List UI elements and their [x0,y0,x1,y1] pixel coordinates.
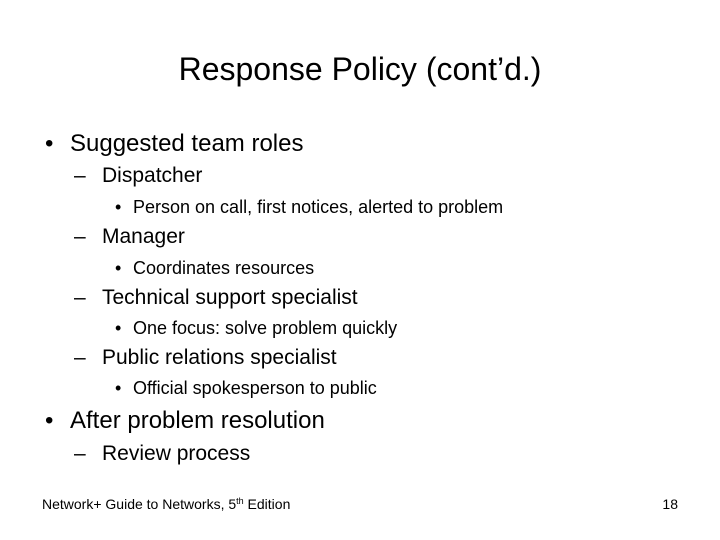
list-item-text: Public relations specialist [102,346,337,369]
list-item-text: After problem resolution [70,407,325,434]
dash-marker: – [74,225,86,248]
list-item-level2 [74,441,250,467]
bullet-marker: • [115,258,122,278]
footer-source-superscript: th [236,496,244,506]
list-item-text: Official spokesperson to public [133,378,377,398]
page-number: 18 [662,496,678,512]
list-item-level3 [115,317,397,339]
list-item-text: Coordinates resources [133,258,315,278]
dash-marker: – [74,164,86,187]
bullet-marker: • [115,378,122,398]
list-item-level3 [115,257,314,279]
list-item-level3 [115,377,377,399]
list-item-level1 [45,407,325,435]
list-item-text: Manager [102,225,185,248]
dash-marker: – [74,346,86,369]
bullet-marker: • [115,318,122,338]
list-item-level3 [115,196,503,218]
list-item-text: Dispatcher [102,164,203,187]
footer-source-suffix: Edition [243,496,291,512]
list-item-text: Review process [102,442,251,465]
dash-marker: – [74,286,86,309]
footer-source [42,495,290,513]
list-item-level2 [74,285,358,311]
footer-source-text: Network+ Guide to Networks, 5 [42,496,237,512]
list-item-text: Person on call, first notices, alerted to problem [133,197,504,217]
bullet-marker: • [45,130,54,157]
slide-title: Response Policy (cont’d.) [178,51,542,87]
list-item-level1 [45,130,303,158]
list-item-level2 [74,224,185,250]
list-item-level2 [74,163,202,189]
list-item-level2 [74,345,337,371]
list-item-text: Suggested team roles [70,130,304,157]
bullet-marker: • [45,407,54,434]
list-item-text: One focus: solve problem quickly [133,318,398,338]
list-item-text: Technical support specialist [102,286,358,309]
dash-marker: – [74,442,86,465]
bullet-marker: • [115,197,122,217]
